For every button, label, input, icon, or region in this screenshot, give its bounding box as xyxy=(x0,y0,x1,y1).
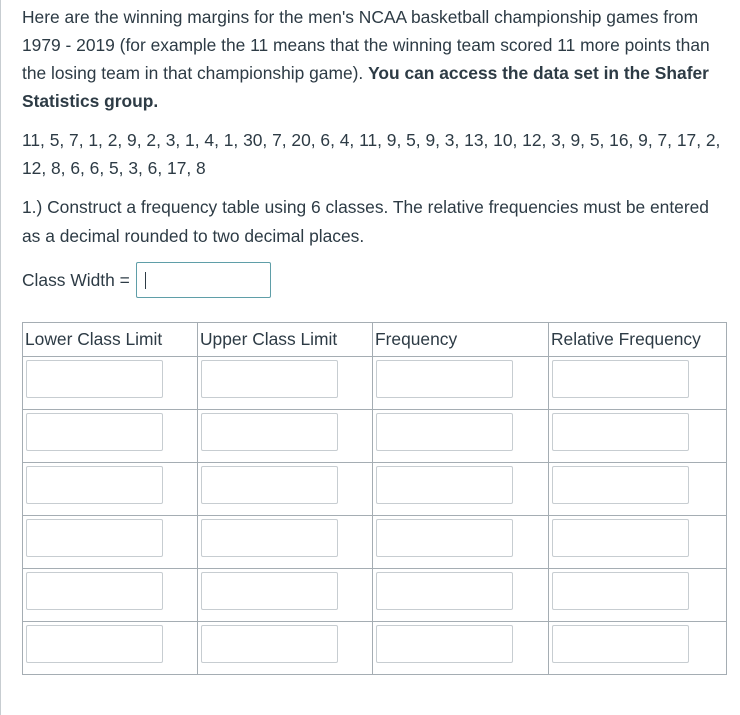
table-row xyxy=(23,357,727,410)
table-cell xyxy=(373,357,549,410)
lower-limit-input[interactable] xyxy=(26,413,163,451)
table-cell xyxy=(373,463,549,516)
table-cell xyxy=(373,569,549,622)
table-cell xyxy=(198,357,373,410)
text-cursor xyxy=(145,272,146,289)
table-cell xyxy=(198,569,373,622)
table-row xyxy=(23,410,727,463)
table-cell xyxy=(23,410,198,463)
table-cell xyxy=(373,410,549,463)
upper-limit-input[interactable] xyxy=(201,572,338,610)
table-row xyxy=(23,569,727,622)
upper-limit-input[interactable] xyxy=(201,360,338,398)
table-cell xyxy=(198,622,373,675)
question-text: 1.) Construct a frequency table using 6 classes. The relative frequencies must be entered as a decimal rounded to two decimal places. xyxy=(22,197,709,246)
table-cell xyxy=(23,463,198,516)
upper-limit-input[interactable] xyxy=(201,466,338,504)
frequency-input[interactable] xyxy=(376,572,513,610)
header-relative-frequency: Relative Frequency xyxy=(549,323,727,357)
relative-frequency-input[interactable] xyxy=(552,572,689,610)
table-cell xyxy=(549,357,727,410)
table-cell xyxy=(549,410,727,463)
lower-limit-input[interactable] xyxy=(26,360,163,398)
header-frequency: Frequency xyxy=(373,323,549,357)
lower-limit-input[interactable] xyxy=(26,519,163,557)
left-border xyxy=(0,0,1,715)
table-cell xyxy=(23,516,198,569)
table-cell xyxy=(373,516,549,569)
upper-limit-input[interactable] xyxy=(201,519,338,557)
frequency-input[interactable] xyxy=(376,625,513,663)
table-cell xyxy=(549,516,727,569)
intro-text: Here are the winning margins for the men's NCAA basketball championship games from 1979 - 2019 (for example the 11 means that the winning team scored 11 more points than the losing team in that championship game). xyxy=(22,7,710,83)
class-width-input[interactable] xyxy=(136,262,271,298)
upper-limit-input[interactable] xyxy=(201,625,338,663)
frequency-input[interactable] xyxy=(376,413,513,451)
table-cell xyxy=(198,410,373,463)
upper-limit-input[interactable] xyxy=(201,413,338,451)
intro-bold-note: You can access the data set in the Shafer Statistics group. xyxy=(22,63,709,111)
relative-frequency-input[interactable] xyxy=(552,519,689,557)
header-lower-class-limit: Lower Class Limit xyxy=(23,323,198,357)
frequency-input[interactable] xyxy=(376,360,513,398)
relative-frequency-input[interactable] xyxy=(552,360,689,398)
table-body xyxy=(23,357,727,675)
table-cell xyxy=(198,516,373,569)
relative-frequency-input[interactable] xyxy=(552,413,689,451)
problem-intro xyxy=(22,3,722,115)
table-header-row xyxy=(23,323,727,357)
lower-limit-input[interactable] xyxy=(26,625,163,663)
lower-limit-input[interactable] xyxy=(26,572,163,610)
frequency-input[interactable] xyxy=(376,519,513,557)
relative-frequency-input[interactable] xyxy=(552,625,689,663)
table-row xyxy=(23,463,727,516)
table-cell xyxy=(373,622,549,675)
frequency-table xyxy=(22,322,727,675)
table-cell xyxy=(23,357,198,410)
table-cell xyxy=(23,569,198,622)
frequency-input[interactable] xyxy=(376,466,513,504)
table-cell xyxy=(549,463,727,516)
header-upper-class-limit: Upper Class Limit xyxy=(198,323,373,357)
table-cell xyxy=(23,622,198,675)
table-row xyxy=(23,516,727,569)
lower-limit-input[interactable] xyxy=(26,466,163,504)
class-width-label: Class Width = xyxy=(22,269,130,290)
table-row xyxy=(23,622,727,675)
table-cell xyxy=(198,463,373,516)
relative-frequency-input[interactable] xyxy=(552,466,689,504)
data-values: 11, 5, 7, 1, 2, 9, 2, 3, 1, 4, 1, 30, 7, 20, 6, 4, 11, 9, 5, 9, 3, 13, 10, 12, 3, 9, 5, 16, 9, 7, 17, 2, 12, 8, 6, 6, 5, 3, 6, 17, 8 xyxy=(22,130,721,178)
class-width-row xyxy=(22,262,271,298)
table-cell xyxy=(549,622,727,675)
table-cell xyxy=(549,569,727,622)
